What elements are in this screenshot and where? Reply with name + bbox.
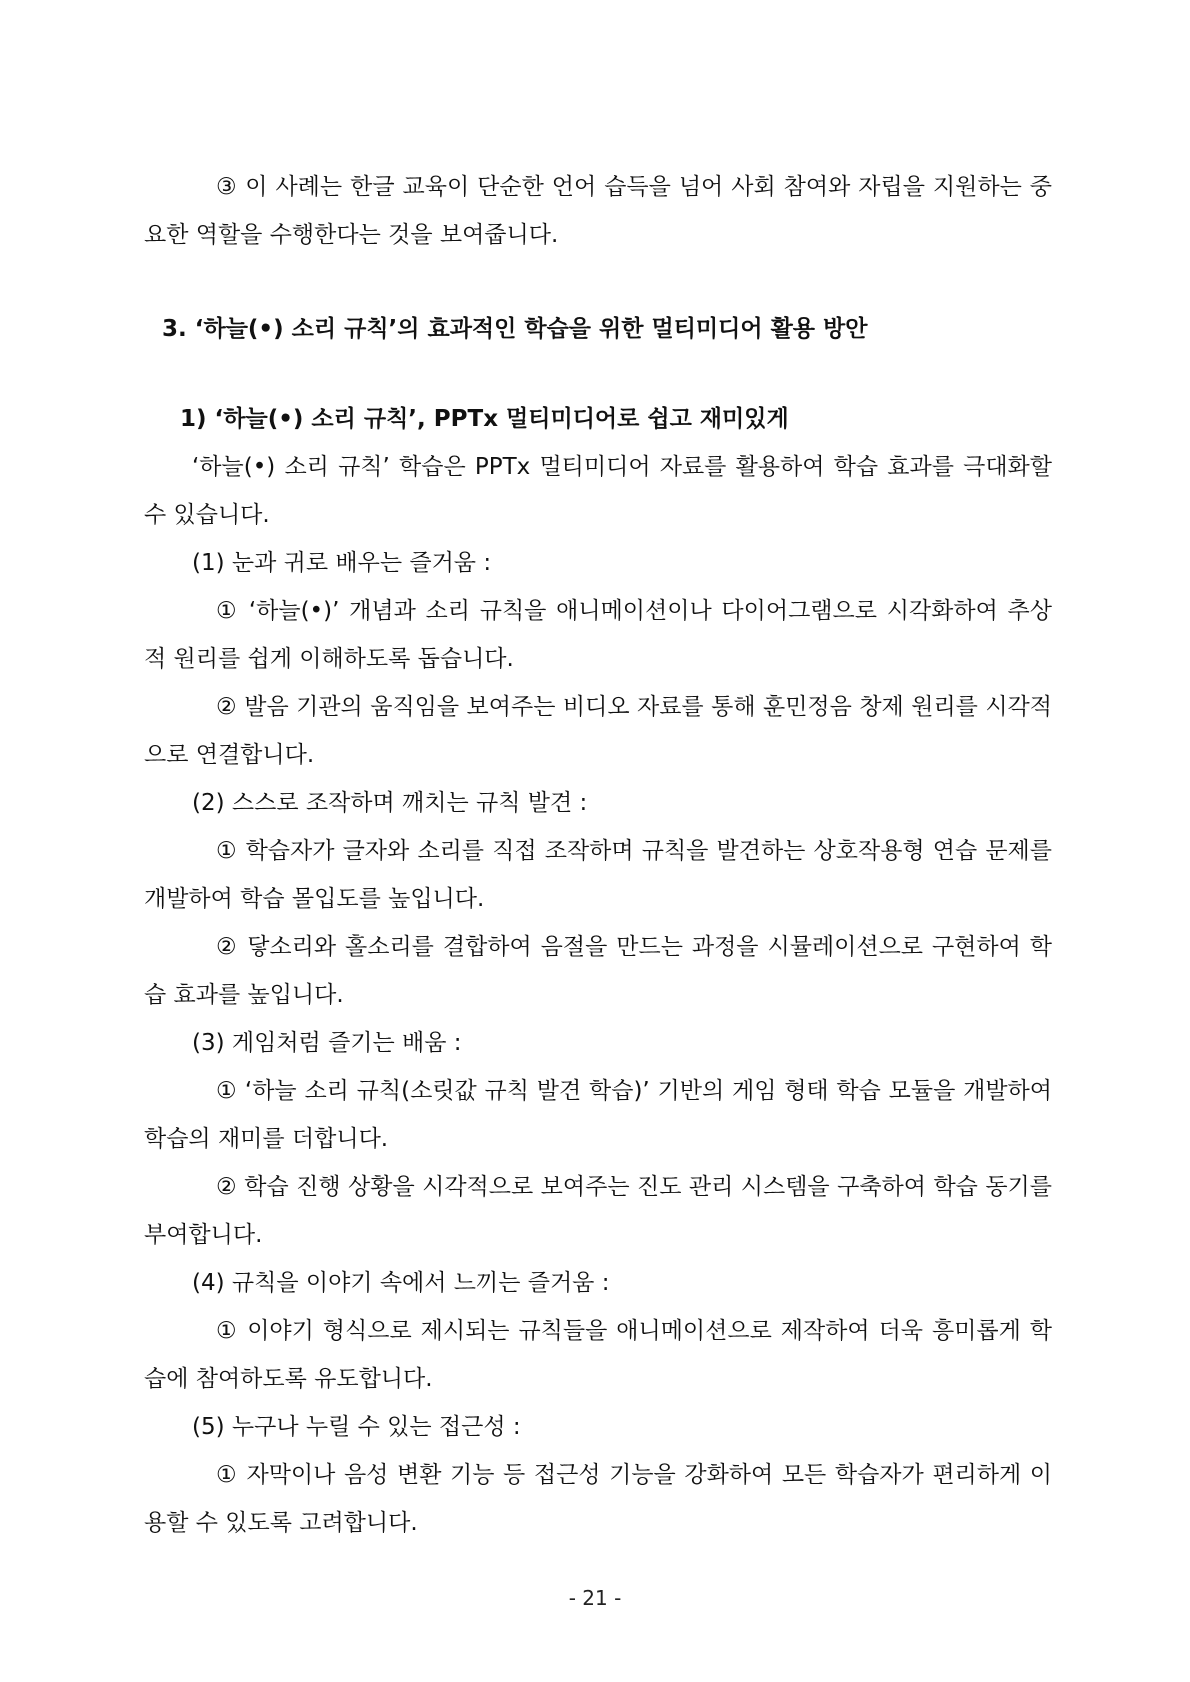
- group-item: ② 닿소리와 홀소리를 결합하여 음절을 만드는 과정을 시뮬레이션으로 구현하여 학습 효과를 높입니다.: [144, 934, 1052, 1008]
- page-number: - 21 -: [568, 1586, 622, 1610]
- spacer: [144, 259, 1052, 305]
- subsection-heading: 1) ‘하늘(•) 소리 규칙’, PPTx 멀티미디어로 쉽고 재미있게: [180, 406, 789, 432]
- group-2: [144, 779, 1052, 1019]
- intro-item: ③ 이 사례는 한글 교육이 단순한 언어 습득을 넘어 사회 참여와 자립을 지원하는 중요한 역할을 수행한다는 것을 보여줍니다.: [144, 174, 1052, 248]
- group-1: [144, 539, 1052, 779]
- group-item: ① ‘하늘 소리 규칙(소릿값 규칙 발견 학습)’ 기반의 게임 형태 학습 모듈을 개발하여 학습의 재미를 더합니다.: [144, 1078, 1052, 1152]
- group-title: (1) 눈과 귀로 배우는 즐거움 :: [192, 550, 492, 576]
- group-item: ② 학습 진행 상황을 시각적으로 보여주는 진도 관리 시스템을 구축하여 학습 동기를 부여합니다.: [144, 1174, 1052, 1248]
- spacer: [144, 353, 1052, 395]
- group-title: (2) 스스로 조작하며 깨치는 규칙 발견 :: [192, 790, 588, 816]
- group-item: ① 자막이나 음성 변환 기능 등 접근성 기능을 강화하여 모든 학습자가 편리하게 이용할 수 있도록 고려합니다.: [144, 1462, 1052, 1536]
- group-title: (5) 누구나 누릴 수 있는 접근성 :: [192, 1414, 521, 1440]
- group-item: ② 발음 기관의 움직임을 보여주는 비디오 자료를 통해 훈민정음 창제 원리를 시각적으로 연결합니다.: [144, 694, 1052, 768]
- page-content: [144, 163, 1052, 1547]
- group-title: (3) 게임처럼 즐기는 배움 :: [192, 1030, 462, 1056]
- group-item: ① 학습자가 글자와 소리를 직접 조작하며 규칙을 발견하는 상호작용형 연습 문제를 개발하여 학습 몰입도를 높입니다.: [144, 838, 1052, 912]
- group-title: (4) 규칙을 이야기 속에서 느끼는 즐거움 :: [192, 1270, 610, 1296]
- group-item: ① 이야기 형식으로 제시되는 규칙들을 애니메이션으로 제작하여 더욱 흥미롭게 학습에 참여하도록 유도합니다.: [144, 1318, 1052, 1392]
- group-3: [144, 1019, 1052, 1259]
- subsection-intro: ‘하늘(•) 소리 규칙’ 학습은 PPTx 멀티미디어 자료를 활용하여 학습 효과를 극대화할 수 있습니다.: [144, 454, 1052, 528]
- section-heading: 3. ‘하늘(•) 소리 규칙’의 효과적인 학습을 위한 멀티미디어 활용 방안: [162, 316, 868, 342]
- group-5: [144, 1403, 1052, 1547]
- group-4: [144, 1259, 1052, 1403]
- group-item: ① ‘하늘(•)’ 개념과 소리 규칙을 애니메이션이나 다이어그램으로 시각화하여 추상적 원리를 쉽게 이해하도록 돕습니다.: [144, 598, 1052, 672]
